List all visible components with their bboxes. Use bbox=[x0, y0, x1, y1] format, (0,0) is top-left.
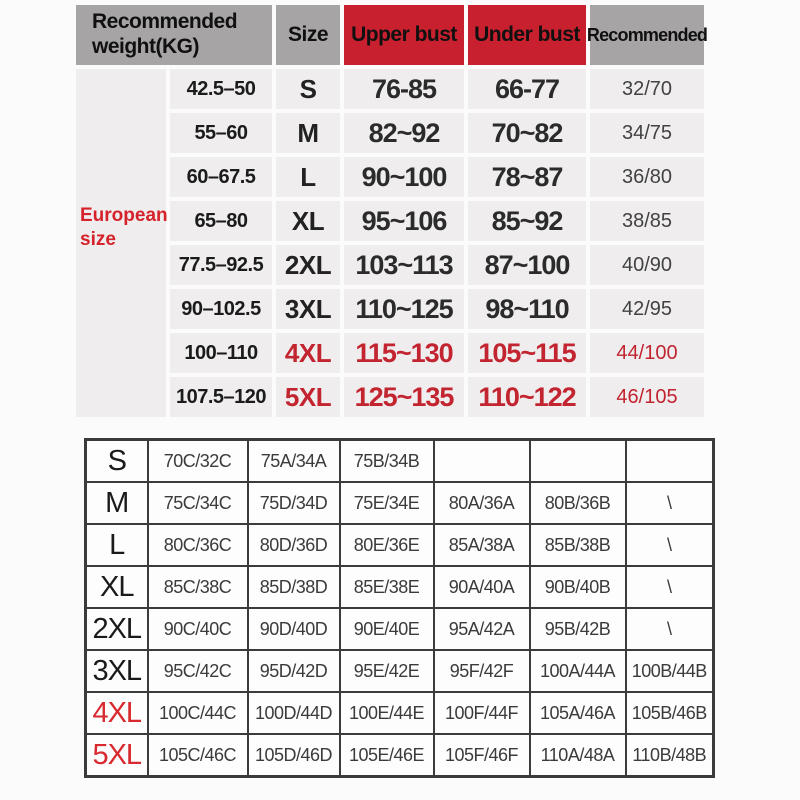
bra-size-table bbox=[84, 438, 715, 778]
weight-cell-5xl: 107.5–120 bbox=[170, 377, 272, 417]
bra-row-5xl bbox=[86, 734, 714, 777]
bra-size-cell: 105A/46A bbox=[530, 692, 626, 734]
bra-size-cell: \ bbox=[626, 608, 714, 650]
bra-size-cell: 105C/46C bbox=[148, 734, 248, 777]
under-bust-cell-2xl: 87~100 bbox=[468, 245, 586, 285]
bra-row-m bbox=[86, 482, 714, 524]
row-label-cell: XL bbox=[86, 566, 148, 608]
size-cell-2xl: 2XL bbox=[276, 245, 340, 285]
bra-size-cell bbox=[626, 440, 714, 483]
header-upper-bust: Upper bust bbox=[344, 5, 464, 65]
bra-size-cell: 75B/34B bbox=[340, 440, 434, 483]
bra-size-cell: 100A/44A bbox=[530, 650, 626, 692]
header-recommended: Recommended bbox=[590, 5, 704, 65]
size-cell-5xl: 5XL bbox=[276, 377, 340, 417]
row-label-cell: S bbox=[86, 440, 148, 483]
bra-size-cell: 100D/44D bbox=[248, 692, 340, 734]
recommended-cell-l: 36/80 bbox=[590, 157, 704, 197]
bra-size-cell: 105D/46D bbox=[248, 734, 340, 777]
bra-size-cell: 85B/38B bbox=[530, 524, 626, 566]
upper-bust-cell-s: 76-85 bbox=[344, 69, 464, 109]
weight-cell-xl: 65–80 bbox=[170, 201, 272, 241]
bra-size-cell: 75E/34E bbox=[340, 482, 434, 524]
weight-cell-4xl: 100–110 bbox=[170, 333, 272, 373]
bra-size-cell: 105E/46E bbox=[340, 734, 434, 777]
size-cell-3xl: 3XL bbox=[276, 289, 340, 329]
european-size-label: European size bbox=[76, 69, 166, 417]
under-bust-cell-l: 78~87 bbox=[468, 157, 586, 197]
under-bust-cell-4xl: 105~115 bbox=[468, 333, 586, 373]
recommended-cell-m: 34/75 bbox=[590, 113, 704, 153]
bra-size-cell: 85D/38D bbox=[248, 566, 340, 608]
bra-size-cell: 100C/44C bbox=[148, 692, 248, 734]
size-cell-4xl: 4XL bbox=[276, 333, 340, 373]
bra-size-cell: 90A/40A bbox=[434, 566, 530, 608]
row-label-cell: 2XL bbox=[86, 608, 148, 650]
bra-size-cell: 75D/34D bbox=[248, 482, 340, 524]
bra-size-cell: 80E/36E bbox=[340, 524, 434, 566]
bra-size-cell: 110A/48A bbox=[530, 734, 626, 777]
recommended-cell-2xl: 40/90 bbox=[590, 245, 704, 285]
bra-size-cell: 75A/34A bbox=[248, 440, 340, 483]
size-chart-table bbox=[76, 5, 708, 417]
recommended-cell-3xl: 42/95 bbox=[590, 289, 704, 329]
bra-size-cell bbox=[434, 440, 530, 483]
size-cell-l: L bbox=[276, 157, 340, 197]
bra-size-cell: 85E/38E bbox=[340, 566, 434, 608]
weight-cell-s: 42.5–50 bbox=[170, 69, 272, 109]
bra-size-cell: 100E/44E bbox=[340, 692, 434, 734]
bra-size-cell: 90D/40D bbox=[248, 608, 340, 650]
under-bust-cell-m: 70~82 bbox=[468, 113, 586, 153]
bra-size-cell: 90C/40C bbox=[148, 608, 248, 650]
bra-size-cell: 80A/36A bbox=[434, 482, 530, 524]
bra-size-cell: \ bbox=[626, 524, 714, 566]
bra-size-cell: 100F/44F bbox=[434, 692, 530, 734]
bra-row-s bbox=[86, 440, 714, 483]
recommended-cell-5xl: 46/105 bbox=[590, 377, 704, 417]
recommended-cell-4xl: 44/100 bbox=[590, 333, 704, 373]
size-cell-s: S bbox=[276, 69, 340, 109]
bra-size-cell: 95E/42E bbox=[340, 650, 434, 692]
under-bust-cell-s: 66-77 bbox=[468, 69, 586, 109]
bra-size-cell: 90B/40B bbox=[530, 566, 626, 608]
bra-size-cell: 85A/38A bbox=[434, 524, 530, 566]
bra-size-cell: 105B/46B bbox=[626, 692, 714, 734]
row-label-cell: 5XL bbox=[86, 734, 148, 777]
under-bust-cell-xl: 85~92 bbox=[468, 201, 586, 241]
size-cell-xl: XL bbox=[276, 201, 340, 241]
weight-cell-2xl: 77.5–92.5 bbox=[170, 245, 272, 285]
bra-size-cell: \ bbox=[626, 482, 714, 524]
bra-size-cell: 80B/36B bbox=[530, 482, 626, 524]
upper-bust-cell-5xl: 125~135 bbox=[344, 377, 464, 417]
weight-cell-l: 60–67.5 bbox=[170, 157, 272, 197]
bra-size-cell: 70C/32C bbox=[148, 440, 248, 483]
row-label-cell: L bbox=[86, 524, 148, 566]
upper-bust-cell-4xl: 115~130 bbox=[344, 333, 464, 373]
bra-size-cell: 110B/48B bbox=[626, 734, 714, 777]
recommended-cell-s: 32/70 bbox=[590, 69, 704, 109]
size-cell-m: M bbox=[276, 113, 340, 153]
row-label-cell: M bbox=[86, 482, 148, 524]
header-under-bust: Under bust bbox=[468, 5, 586, 65]
header-recommended-weight: Recommended weight(KG) bbox=[76, 5, 272, 65]
weight-cell-3xl: 90–102.5 bbox=[170, 289, 272, 329]
bra-size-cell: 80D/36D bbox=[248, 524, 340, 566]
under-bust-cell-5xl: 110~122 bbox=[468, 377, 586, 417]
recommended-cell-xl: 38/85 bbox=[590, 201, 704, 241]
bra-row-l bbox=[86, 524, 714, 566]
row-label-cell: 4XL bbox=[86, 692, 148, 734]
bra-size-cell: 85C/38C bbox=[148, 566, 248, 608]
bra-size-cell: 95A/42A bbox=[434, 608, 530, 650]
upper-bust-cell-3xl: 110~125 bbox=[344, 289, 464, 329]
bra-row-3xl bbox=[86, 650, 714, 692]
bra-size-cell: \ bbox=[626, 566, 714, 608]
upper-bust-cell-xl: 95~106 bbox=[344, 201, 464, 241]
bra-size-cell: 95B/42B bbox=[530, 608, 626, 650]
upper-bust-cell-l: 90~100 bbox=[344, 157, 464, 197]
upper-bust-cell-m: 82~92 bbox=[344, 113, 464, 153]
bra-size-cell: 95C/42C bbox=[148, 650, 248, 692]
bra-row-2xl bbox=[86, 608, 714, 650]
bra-size-cell: 100B/44B bbox=[626, 650, 714, 692]
bra-size-cell: 90E/40E bbox=[340, 608, 434, 650]
weight-cell-m: 55–60 bbox=[170, 113, 272, 153]
header-size: Size bbox=[276, 5, 340, 65]
bra-size-cell: 95D/42D bbox=[248, 650, 340, 692]
bra-row-xl bbox=[86, 566, 714, 608]
bra-size-cell: 95F/42F bbox=[434, 650, 530, 692]
bra-size-cell: 80C/36C bbox=[148, 524, 248, 566]
row-label-cell: 3XL bbox=[86, 650, 148, 692]
bra-size-cell: 105F/46F bbox=[434, 734, 530, 777]
upper-bust-cell-2xl: 103~113 bbox=[344, 245, 464, 285]
under-bust-cell-3xl: 98~110 bbox=[468, 289, 586, 329]
bra-size-cell: 75C/34C bbox=[148, 482, 248, 524]
bra-row-4xl bbox=[86, 692, 714, 734]
bra-size-cell bbox=[530, 440, 626, 483]
